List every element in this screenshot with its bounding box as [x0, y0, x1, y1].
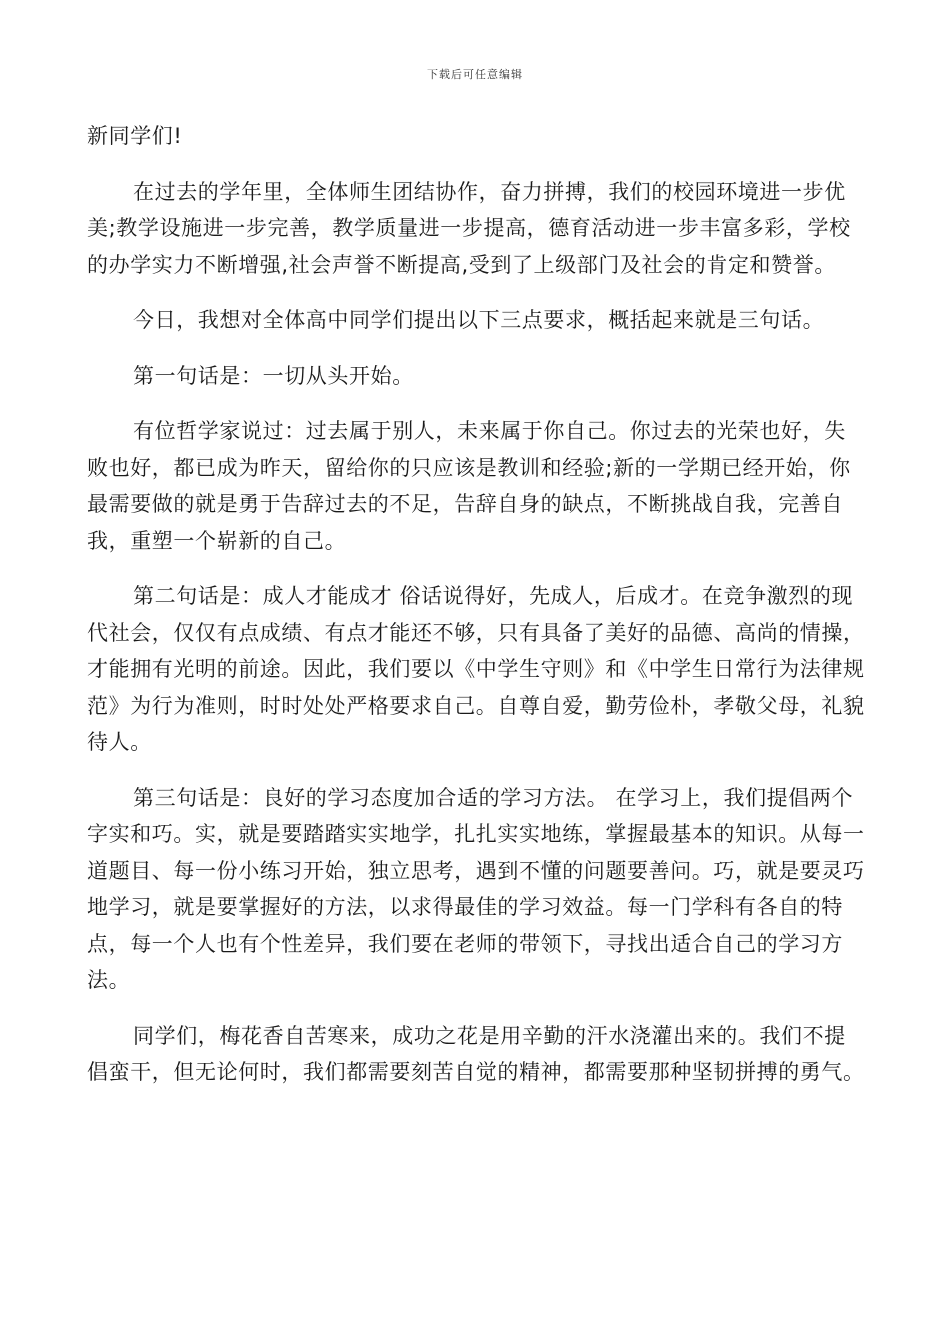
document-body: [87, 118, 867, 1110]
paragraph-third-point: 第三句话是：良好的学习态度加合适的学习方法。 在学习上，我们提倡两个字实和巧。实，就是要踏踏实实地学，扎扎实实地练，掌握最基本的知识。从每一道题目、每一份小练习开始，独立思考，遇到不懂的问题要善问。巧，就是要灵巧地学习，就是要掌握好的方法，以求得最佳的学习效益。每一门学科有各自的特点，每一个人也有个性差异，我们要在老师的带领下，寻找出适合自己的学习方法。: [87, 785, 865, 992]
paragraph-second-point: 第二句话是：成人才能成才 俗话说得好，先成人，后成才。在竞争激烈的现代社会，仅仅有点成绩、有点才能还不够，只有具备了美好的品德、高尚的情操，才能拥有光明的前途。因此，我们要以《中学生守则》和《中学生日常行为法律规范》为行为准则，时时处处严格要求自己。自尊自爱，勤劳俭朴，孝敬父母，礼貌待人。: [87, 584, 865, 754]
paragraph-intro-requirements: 今日，我想对全体高中同学们提出以下三点要求，概括起来就是三句话。: [133, 308, 825, 332]
paragraph-achievements: 在过去的学年里，全体师生团结协作，奋力拼搏，我们的校园环境进一步优美;教学设施进一步完善，教学质量进一步提高，德育活动进一步丰富多彩，学校的办学实力不断增强,社会声誉不断提高,受到了上级部门及社会的肯定和赞誉。: [87, 179, 851, 277]
header-note: 下载后可任意编辑: [427, 68, 523, 81]
paragraph-philosopher: 有位哲学家说过：过去属于别人，未来属于你自己。你过去的光荣也好，失败也好，都已成为昨天，留给你的只应该是教训和经验;新的一学期已经开始，你最需要做的就是勇于告辞过去的不足，告辞自身的缺点，不断挑战自我，完善自我，重塑一个崭新的自己。: [87, 419, 851, 553]
greeting: 新同学们!: [87, 124, 183, 148]
paragraph-first-point: 第一句话是：一切从头开始。: [133, 363, 414, 388]
paragraph-closing: 同学们，梅花香自苦寒来，成功之花是用辛勤的汗水浇灌出来的。我们不提倡蛮干，但无论何时，我们都需要刻苦自觉的精神，都需要那种坚韧拼搏的勇气。: [87, 1023, 865, 1084]
